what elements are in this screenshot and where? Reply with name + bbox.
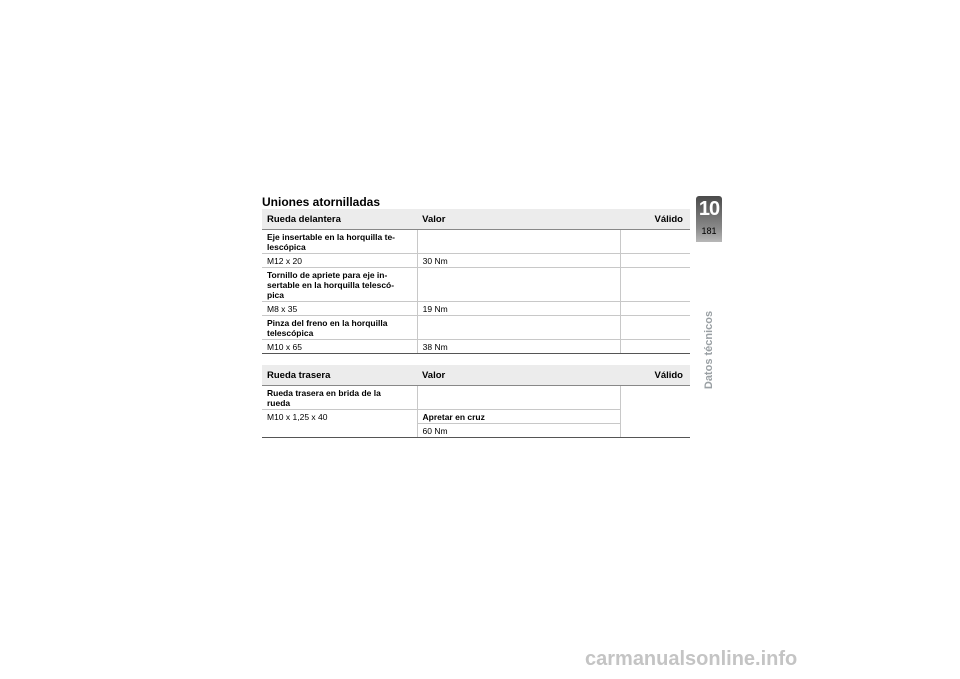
table-row: [262, 268, 690, 302]
header-valor: Valor: [417, 365, 621, 386]
valid-cell: [621, 230, 690, 254]
front-wheel-table: [262, 209, 690, 354]
table-row: [262, 230, 690, 254]
torque-value: [417, 316, 621, 340]
section-title: Uniones atornilladas: [262, 195, 381, 209]
valid-cell: [621, 340, 690, 354]
chapter-label-text: Datos técnicos: [703, 310, 715, 390]
rear-wheel-table: [262, 365, 690, 438]
torque-value: [417, 230, 621, 254]
torque-value: 38 Nm: [417, 340, 621, 354]
page-number: 181: [701, 226, 717, 236]
table-row: [262, 316, 690, 340]
chapter-side-label: [701, 310, 717, 390]
header-valido: Válido: [621, 365, 690, 386]
fastener-size: M10 x 65: [262, 340, 417, 354]
chapter-number: 10: [698, 198, 720, 220]
torque-value: 60 Nm: [417, 424, 621, 438]
fastener-description: Eje insertable en la horquilla te- lescópica: [262, 230, 417, 254]
header-rueda-delantera: Rueda delantera: [262, 209, 417, 230]
fastener-description: Pinza del freno en la horquilla telescópica: [262, 316, 417, 340]
torque-value: 30 Nm: [417, 254, 621, 268]
torque-value: [417, 386, 621, 410]
fastener-size: M10 x 1,25 x 40: [262, 410, 417, 438]
table-row: [262, 386, 690, 410]
valid-cell: [621, 268, 690, 302]
table-row: [262, 254, 690, 268]
fastener-size: M12 x 20: [262, 254, 417, 268]
header-valor: Valor: [417, 209, 621, 230]
torque-value: 19 Nm: [417, 302, 621, 316]
header-valido: Válido: [621, 209, 690, 230]
valid-cell: [621, 316, 690, 340]
fastener-size: M8 x 35: [262, 302, 417, 316]
valid-cell: [621, 386, 690, 438]
table-row: [262, 302, 690, 316]
valid-cell: [621, 302, 690, 316]
table-header-row: [262, 365, 690, 386]
table-header-row: [262, 209, 690, 230]
watermark: carmanualsonline.info: [585, 648, 798, 670]
table-row: [262, 340, 690, 354]
valid-cell: [621, 254, 690, 268]
fastener-description: Rueda trasera en brida de la rueda: [262, 386, 417, 410]
torque-instruction: Apretar en cruz: [417, 410, 621, 424]
torque-value: [417, 268, 621, 302]
header-rueda-trasera: Rueda trasera: [262, 365, 417, 386]
fastener-description: Tornillo de apriete para eje in- sertable en la horquilla telescó- pica: [262, 268, 417, 302]
